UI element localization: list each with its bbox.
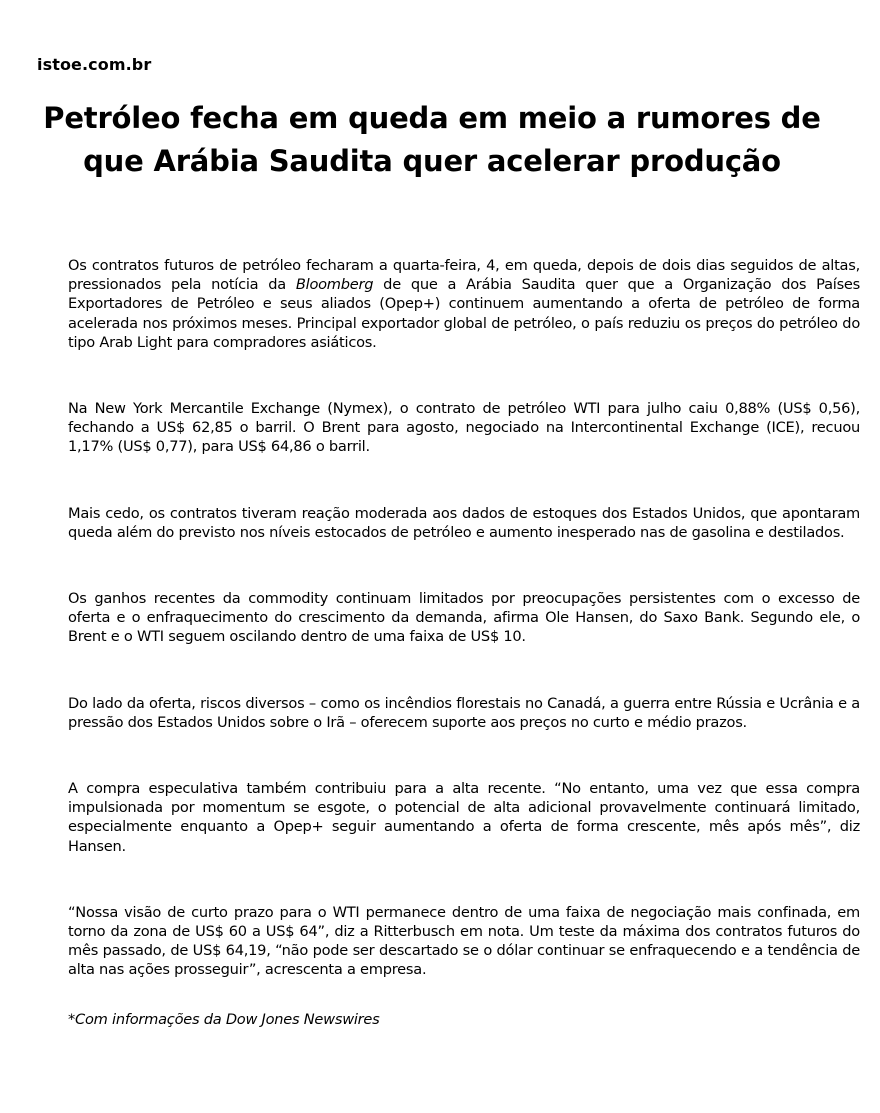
paragraph-4: Os ganhos recentes da commodity continuam limitados por preocupações persistentes com o excesso de oferta e o enfraquecimento do crescimento da demanda, afirma Ole Hansen, do Saxo Bank. Segundo ele, o Brent e o WTI seguem oscilando dentro de uma faixa de US$ 10.: [68, 590, 860, 646]
paragraph-7: “Nossa visão de curto prazo para o WTI permanece dentro de uma faixa de negociação mais confinada, em torno da zona de US$ 60 a US$ 64”, diz a Ritterbusch em nota. Um teste da máxima dos contratos futuros do mês passado, de US$ 64,19, “não pode ser descartado se o dólar continuar se enfraquecendo e a tendência de alta nas ações prosseguir”, acrescenta a empresa.: [68, 903, 860, 979]
paragraph-3: Mais cedo, os contratos tiveram reação moderada aos dados de estoques dos Estados Unidos, que apontaram queda além do previsto nos níveis estocados de petróleo e aumento inesperado nas de gasolina e destilados.: [68, 504, 860, 541]
site-name: istoe.com.br: [37, 55, 152, 74]
paragraph-2: Na New York Mercantile Exchange (Nymex), o contrato de petróleo WTI para julho caiu 0,88% (US$ 0,56), fechando a US$ 62,85 o barril. O Brent para agosto, negociado na Intercontinental Exchange (ICE), recuou 1,17% (US$ 0,77), para US$ 64,86 o barril.: [68, 400, 860, 456]
source-credit: *Com informações da Dow Jones Newswires: [68, 1011, 380, 1028]
paragraph-5: Do lado da oferta, riscos diversos – como os incêndios florestais no Canadá, a guerra entre Rússia e Ucrânia e a pressão dos Estados Unidos sobre o Irã – oferecem suporte aos preços no curto e médio prazos.: [68, 694, 860, 731]
bloomberg-emphasis: Bloomberg: [295, 276, 374, 294]
paragraph-6: A compra especulativa também contribuiu para a alta recente. “No entanto, uma vez que essa compra impulsionada por momentum se esgote, o potencial de alta adicional provavelmente continuará limitado, especialmente enquanto a Opep+ seguir aumentando a oferta de forma crescente, mês após mês”, diz Hansen.: [68, 780, 860, 855]
article-body: [68, 256, 860, 980]
paragraph-1-text-start: Os contratos futuros de petróleo fecharam a quarta-feira, 4, em queda, depois de dois dias seguidos de altas, pressionados pela notícia da: [68, 257, 860, 294]
paragraph-1-text-end: de que a Arábia Saudita quer que a Organização dos Países Exportadores de Petróleo e seus aliados (Opep+) continuem aumentando a oferta de petróleo de forma acelerada nos próximos meses. Principal exportador global de petróleo, o país reduziu os preços do petróleo do tipo Arab Light para compradores asiáticos.: [68, 276, 861, 351]
article-headline: Petróleo fecha em queda em meio a rumores de que Arábia Saudita quer acelerar produção: [43, 101, 821, 178]
paragraph-1: [68, 256, 860, 352]
